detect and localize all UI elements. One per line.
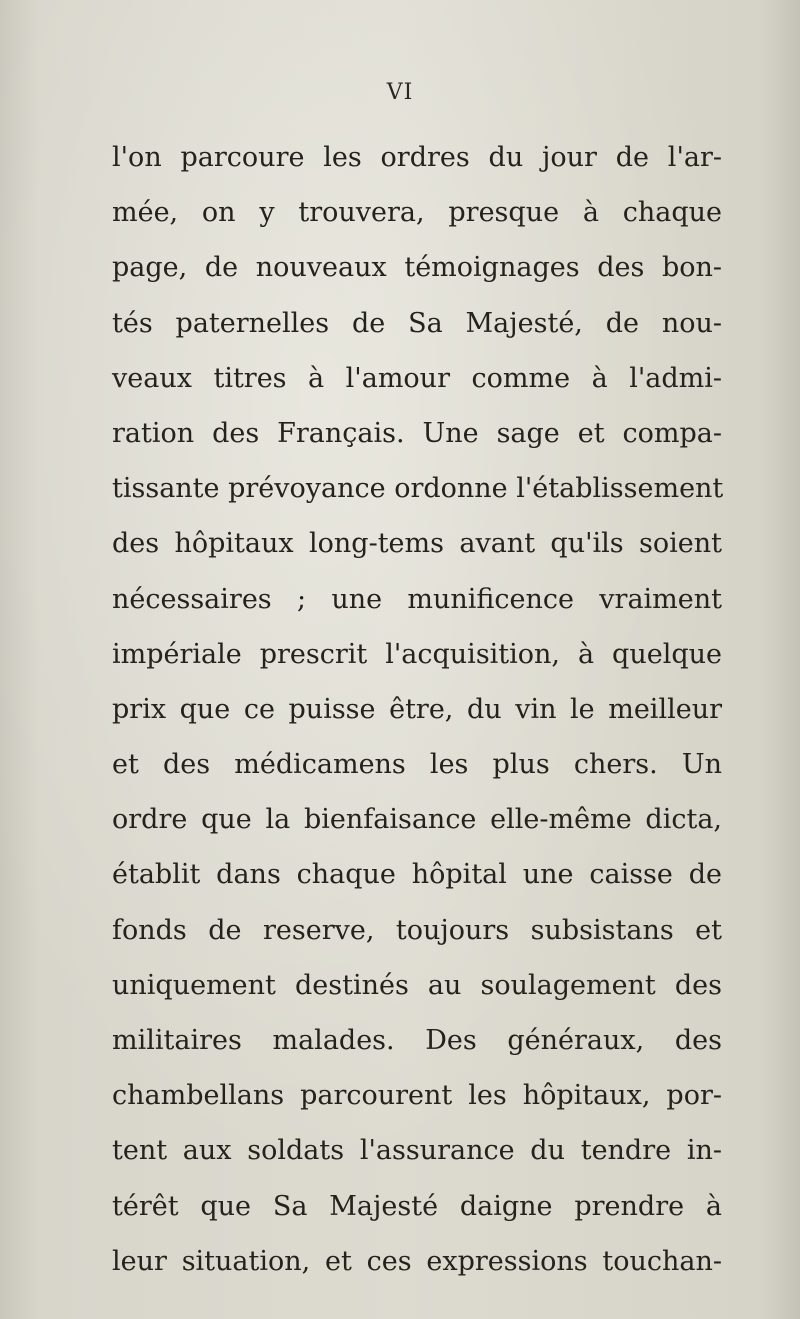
text-line: militaires malades. Des généraux, des (112, 1025, 722, 1056)
text-line: des hôpitaux long-tems avant qu'ils soient (112, 528, 722, 560)
text-line: ration des Français. Une sage et compa- (112, 417, 722, 449)
text-line: nécessaires ; une munificence vraiment (112, 583, 722, 615)
text-line: leur situation, et ces expressions touchan- (112, 1245, 722, 1277)
text-line: fonds de reserve, toujours subsistans et (112, 914, 722, 946)
text-line: tés paternelles de Sa Majesté, de nou- (112, 307, 722, 339)
text-line: établit dans chaque hôpital une caisse de (112, 859, 722, 891)
text-line: mée, on y trouvera, presque à chaque (112, 197, 722, 229)
text-line: térêt que Sa Majesté daigne prendre à (112, 1190, 722, 1222)
text-line: prix que ce puisse être, du vin le meilleur (112, 693, 722, 725)
text-line: tissante prévoyance ordonne l'établissement (112, 473, 724, 505)
text-line: tent aux soldats l'assurance du tendre in- (112, 1135, 722, 1167)
text-line: impériale prescrit l'acquisition, à quelque (112, 638, 722, 670)
text-line: veaux titres à l'amour comme à l'admi- (112, 362, 722, 394)
page-number: VI (386, 80, 414, 105)
text-line: uniquement destinés au soulagement des (112, 969, 722, 1001)
body-text (112, 130, 722, 1289)
text-line: chambellans parcourent les hôpitaux, por- (112, 1080, 722, 1112)
text-line: page, de nouveaux témoignages des bon- (112, 252, 722, 284)
text-line: et des médicamens les plus chers. Un (112, 749, 722, 781)
text-line: ordre que la bienfaisance elle-même dicta, (112, 804, 722, 836)
text-line: l'on parcoure les ordres du jour de l'ar- (112, 142, 722, 173)
